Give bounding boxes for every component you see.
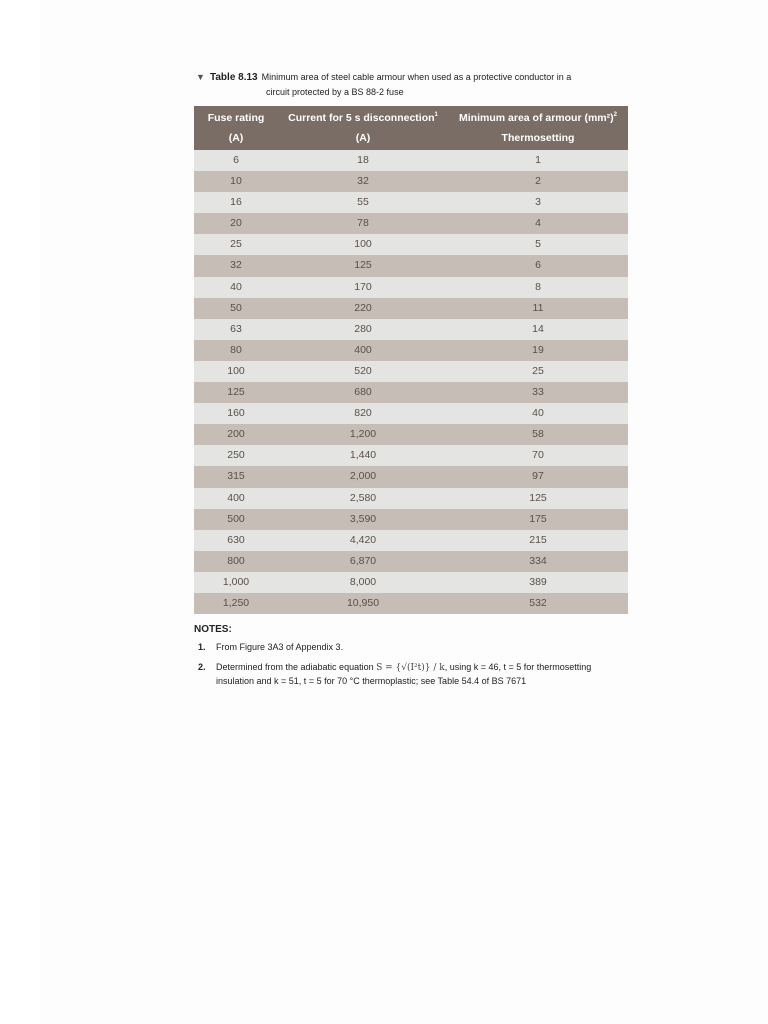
armour-area-cell: 19 xyxy=(532,343,544,356)
table-row xyxy=(194,192,628,213)
armour-area-cell: 11 xyxy=(532,301,544,314)
caption-line-2: circuit protected by a BS 88-2 fuse xyxy=(266,87,404,97)
triangle-marker-icon: ▼ xyxy=(196,72,205,82)
table-row xyxy=(194,445,628,466)
current-cell: 220 xyxy=(354,301,372,314)
table-row xyxy=(194,277,628,298)
armour-area-cell: 58 xyxy=(532,428,544,441)
table-row xyxy=(194,403,628,424)
fuse-rating-cell: 1,250 xyxy=(222,596,250,609)
armour-area-cell: 125 xyxy=(529,491,547,504)
current-cell: 280 xyxy=(354,322,372,335)
current-cell: 2,580 xyxy=(349,491,377,504)
table-row xyxy=(194,551,628,572)
fuse-rating-cell: 200 xyxy=(227,428,245,441)
current-cell: 1,200 xyxy=(349,428,377,441)
armour-area-cell: 4 xyxy=(535,217,541,230)
current-cell: 18 xyxy=(357,154,369,166)
armour-area-cell: 175 xyxy=(529,512,547,525)
table-row xyxy=(194,572,628,593)
current-cell: 100 xyxy=(354,238,372,251)
fuse-rating-cell: 1,000 xyxy=(222,575,250,588)
fuse-rating-cell: 16 xyxy=(230,196,242,209)
header-current: Current for 5 s disconnection$^1$ (A) xyxy=(288,112,438,144)
fuse-rating-cell: 100 xyxy=(227,364,245,377)
notes-heading: NOTES: xyxy=(194,624,232,635)
armour-area-cell: 14 xyxy=(532,322,544,335)
armour-area-cell: 3 xyxy=(535,196,541,209)
table-row xyxy=(194,213,628,234)
fuse-rating-cell: 6 xyxy=(233,154,239,166)
table-row xyxy=(194,319,628,340)
note-2: 2. Determined from the adiabatic equation S = {√(I²t)} / k, using k = 46, t = 5 for thermosetting insulation and k = 51, t = 5 for 70 °C thermoplastic; see Table 54.4 of BS 7671 xyxy=(198,662,592,686)
table-row xyxy=(194,509,628,530)
fuse-rating-cell: 500 xyxy=(227,512,245,525)
note-1: 1. From Figure 3A3 of Appendix 3. xyxy=(198,642,344,652)
armour-area-cell: 1 xyxy=(535,154,541,166)
fuse-rating-cell: 63 xyxy=(230,322,242,335)
table-row xyxy=(194,466,628,487)
table-number: Table 8.13 xyxy=(210,72,258,83)
armour-table xyxy=(194,106,628,614)
table-row xyxy=(194,340,628,361)
current-cell: 8,000 xyxy=(349,575,377,588)
table-row xyxy=(194,150,628,171)
armour-area-cell: 33 xyxy=(532,386,544,399)
fuse-rating-cell: 125 xyxy=(227,386,245,399)
fuse-rating-cell: 400 xyxy=(227,491,245,504)
fuse-rating-cell: 315 xyxy=(227,470,245,483)
table-row xyxy=(194,530,628,551)
current-cell: 55 xyxy=(357,196,369,209)
armour-area-cell: 532 xyxy=(529,596,547,609)
armour-area-cell: 40 xyxy=(532,407,544,420)
armour-area-cell: 215 xyxy=(529,533,547,546)
armour-area-cell: 6 xyxy=(535,259,541,272)
header-fuse-rating: Fuse rating (A) xyxy=(207,112,265,144)
fuse-rating-cell: 50 xyxy=(230,301,242,314)
table-row xyxy=(194,234,628,255)
armour-area-cell: 2 xyxy=(535,175,541,188)
adiabatic-equation: S = {√(I²t)} / k xyxy=(376,663,445,673)
table-row xyxy=(194,255,628,276)
current-cell: 400 xyxy=(354,343,372,356)
fuse-rating-cell: 800 xyxy=(227,554,245,567)
armour-area-cell: 334 xyxy=(529,554,547,567)
fuse-rating-cell: 20 xyxy=(230,217,242,230)
current-cell: 78 xyxy=(357,217,369,230)
current-cell: 520 xyxy=(354,364,372,377)
notes-section xyxy=(194,623,624,695)
current-cell: 680 xyxy=(354,386,372,399)
current-cell: 1,440 xyxy=(349,449,377,462)
table-row xyxy=(194,298,628,319)
fuse-rating-cell: 10 xyxy=(230,175,242,188)
current-cell: 170 xyxy=(354,280,372,293)
current-cell: 125 xyxy=(354,259,372,272)
table-body xyxy=(194,150,628,614)
current-cell: 4,420 xyxy=(349,533,377,546)
fuse-rating-cell: 160 xyxy=(227,407,245,420)
table-row xyxy=(194,382,628,403)
current-cell: 2,000 xyxy=(349,470,377,483)
header-min-area: Minimum area of armour $(mm^2)^2$ Thermosetting xyxy=(459,112,617,144)
table-caption xyxy=(196,70,636,99)
table-row xyxy=(194,424,628,445)
fuse-rating-cell: 25 xyxy=(230,238,242,251)
fuse-rating-cell: 40 xyxy=(230,280,242,293)
fuse-rating-cell: 32 xyxy=(230,259,242,272)
armour-area-cell: 97 xyxy=(532,470,544,483)
fuse-rating-cell: 80 xyxy=(230,343,242,356)
armour-area-cell: 389 xyxy=(529,575,547,588)
armour-area-cell: 8 xyxy=(535,280,541,293)
table-row xyxy=(194,593,628,614)
current-cell: 32 xyxy=(357,175,369,188)
armour-area-cell: 70 xyxy=(532,449,544,462)
current-cell: 6,870 xyxy=(349,554,377,567)
current-cell: 820 xyxy=(354,407,372,420)
armour-area-cell: 25 xyxy=(532,364,544,377)
current-cell: 10,950 xyxy=(346,596,380,609)
table-header xyxy=(194,106,628,150)
caption-line-1: Minimum area of steel cable armour when used as a protective conductor in a xyxy=(261,72,572,82)
fuse-rating-cell: 630 xyxy=(227,533,245,546)
fuse-rating-cell: 250 xyxy=(227,449,245,462)
armour-area-cell: 5 xyxy=(535,238,541,251)
table-row xyxy=(194,171,628,192)
table-row xyxy=(194,361,628,382)
current-cell: 3,590 xyxy=(349,512,377,525)
table-row xyxy=(194,488,628,509)
